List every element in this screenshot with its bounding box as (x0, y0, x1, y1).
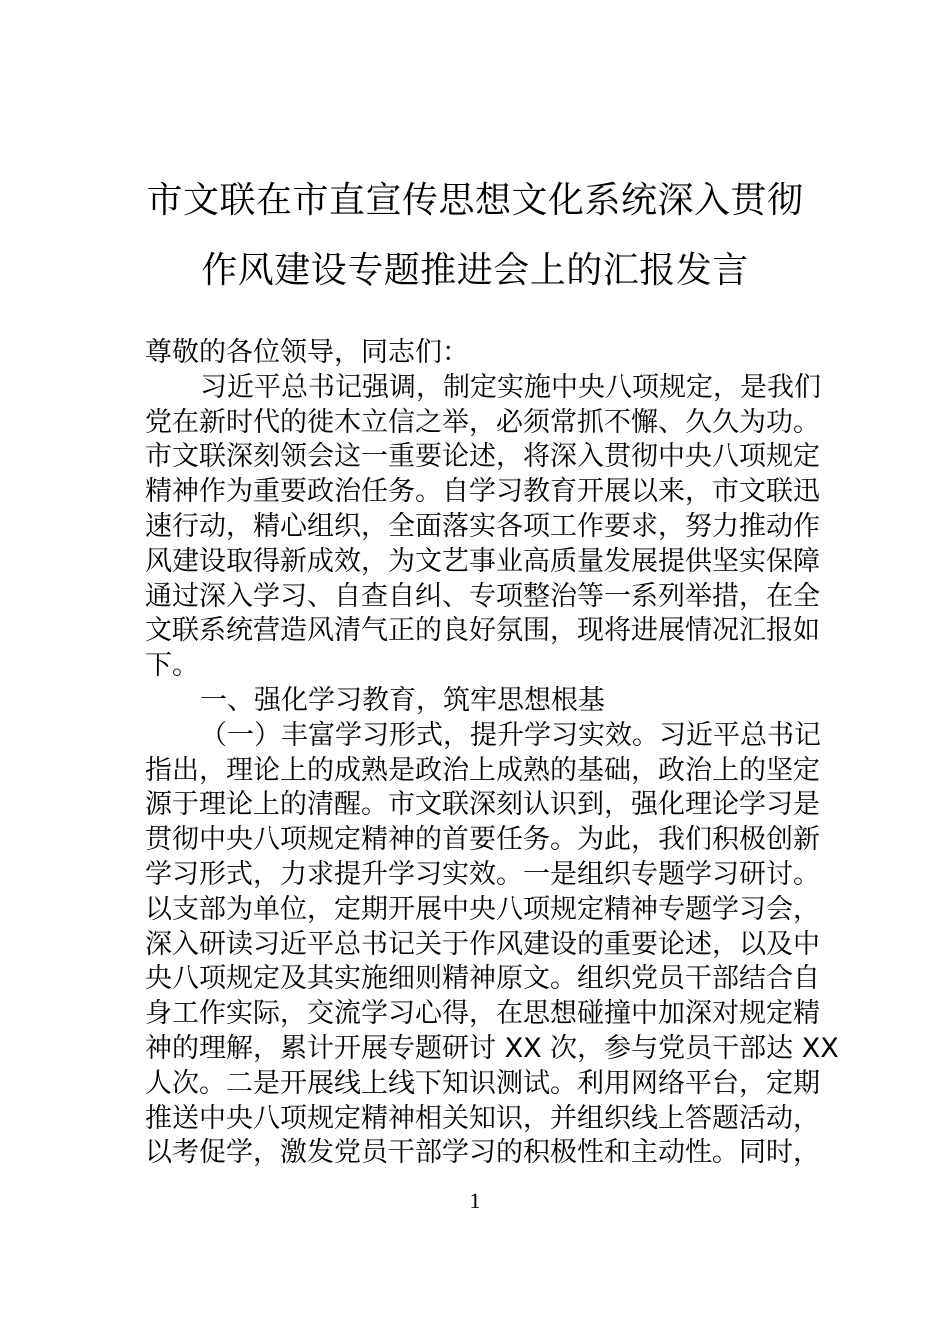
paragraph-line: 通过深入学习、自查自纠、专项整治等一系列举措，在全 (145, 580, 820, 612)
paragraph-line: 贯彻中央八项规定精神的首要任务。为此，我们积极创新 (145, 824, 820, 856)
paragraph-line: 风建设取得新成效，为文艺事业高质量发展提供坚实保障 (145, 545, 820, 577)
paragraph-line: 源于理论上的清醒。市文联深刻认识到，强化理论学习是 (145, 789, 820, 821)
paragraph-line: 以支部为单位，定期开展中央八项规定精神专题学习会， (145, 893, 820, 925)
paragraph-line: （一）丰富学习形式，提升学习实效。习近平总书记 (200, 719, 821, 751)
paragraph-line: 推送中央八项规定精神相关知识，并组织线上答题活动， (145, 1102, 820, 1134)
paragraph-line: 指出，理论上的成熟是政治上成熟的基础，政治上的坚定 (145, 754, 820, 786)
paragraph-line: 以考促学，激发党员干部学习的积极性和主动性。同时， (145, 1137, 820, 1169)
paragraph-line: 神的理解，累计开展专题研讨 XX 次，参与党员干部达 XX (145, 1032, 839, 1064)
paragraph-line: 央八项规定及其实施细则精神原文。组织党员干部结合自 (145, 963, 820, 995)
page-number: 1 (469, 1188, 481, 1213)
paragraph-line: 深入研读习近平总书记关于作风建设的重要论述，以及中 (145, 928, 820, 960)
paragraph-line: 市文联深刻领会这一重要论述，将深入贯彻中央八项规定 (145, 441, 820, 473)
paragraph-line: 党在新时代的徙木立信之举，必须常抓不懈、久久为功。 (145, 406, 820, 438)
paragraph-line: 精神作为重要政治任务。自学习教育开展以来，市文联迅 (145, 476, 820, 508)
paragraph-line: 文联系统营造风清气正的良好氛围，现将进展情况汇报如 (145, 615, 820, 647)
paragraph-line: 习近平总书记强调，制定实施中央八项规定，是我们 (200, 371, 821, 403)
document-title-line-2: 作风建设专题推进会上的汇报发言 (201, 250, 749, 291)
document-title-line-1: 市文联在市直宣传思想文化系统深入贯彻 (146, 180, 804, 221)
paragraph-line: 下。 (145, 650, 199, 682)
paragraph-line: 尊敬的各位领导，同志们： (145, 337, 469, 368)
paragraph-line: 学习形式，力求提升学习实效。一是组织专题学习研讨。 (145, 858, 820, 890)
paragraph-line: 身工作实际，交流学习心得，在思想碰撞中加深对规定精 (145, 998, 820, 1030)
paragraph-line: 速行动，精心组织，全面落实各项工作要求，努力推动作 (145, 510, 820, 542)
document-body (145, 336, 839, 1171)
paragraph-line: 人次。二是开展线上线下知识测试。利用网络平台，定期 (145, 1067, 820, 1099)
paragraph-line: 一、强化学习教育，筑牢思想根基 (200, 684, 605, 716)
